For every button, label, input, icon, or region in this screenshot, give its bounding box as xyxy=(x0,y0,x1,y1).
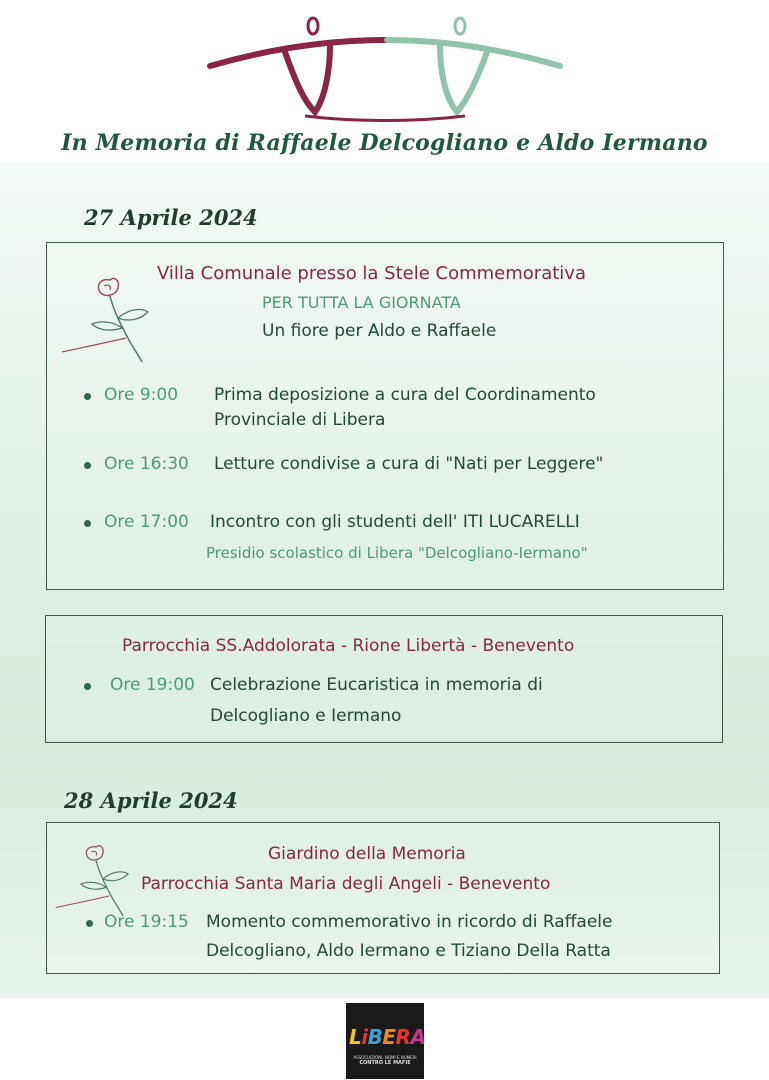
libera-logo-sub2: CONTRO LE MAFIE xyxy=(359,1060,411,1066)
event-desc-cont: Presidio scolastico di Libera "Delcogliano-Iermano" xyxy=(206,544,588,562)
location-parrocchia-angeli: Parrocchia Santa Maria degli Angeli - Benevento xyxy=(141,874,551,894)
event-desc: Letture condivise a cura di "Nati per Leggere" xyxy=(214,454,604,474)
date-heading-1: 27 Aprile 2024 xyxy=(84,205,258,230)
event-time: Ore 9:00 xyxy=(104,385,179,405)
event-desc: Incontro con gli studenti dell' ITI LUCARELLI xyxy=(210,512,580,532)
event-desc-cont: Delcogliano, Aldo Iermano e Tiziano Della Ratta xyxy=(206,941,611,961)
event-desc: Momento commemorativo in ricordo di Raffaele xyxy=(206,912,613,932)
memorial-logo-icon xyxy=(205,10,565,130)
event-desc-cont: Delcogliano e Iermano xyxy=(210,706,402,726)
bullet-dot xyxy=(86,920,93,927)
event-time: Ore 19:00 xyxy=(110,675,195,695)
event-desc-cont: Provinciale di Libera xyxy=(214,410,386,430)
bullet-dot xyxy=(84,393,91,400)
event-time: Ore 19:15 xyxy=(104,912,189,932)
tagline: Un fiore per Aldo e Raffaele xyxy=(262,321,497,341)
event-desc: Celebrazione Eucaristica in memoria di xyxy=(210,675,543,695)
rose-icon xyxy=(60,272,155,364)
bullet-dot xyxy=(84,520,91,527)
bullet-dot xyxy=(84,462,91,469)
event-time: Ore 17:00 xyxy=(104,512,189,532)
libera-logo-sub1: ASSOCIAZIONI, NOMI E NUMERI xyxy=(353,1055,417,1060)
rose-icon xyxy=(54,840,134,918)
libera-logo xyxy=(346,1003,424,1079)
all-day-subtitle: PER TUTTA LA GIORNATA xyxy=(262,293,461,312)
libera-logo-word: LiBERA xyxy=(349,1025,426,1049)
location-giardino: Giardino della Memoria xyxy=(268,844,466,864)
event-time: Ore 16:30 xyxy=(104,454,189,474)
location-villa: Villa Comunale presso la Stele Commemorativa xyxy=(157,263,586,284)
bullet-dot xyxy=(84,683,91,690)
location-parrocchia: Parrocchia SS.Addolorata - Rione Libertà - Benevento xyxy=(122,636,575,656)
date-heading-2: 28 Aprile 2024 xyxy=(64,788,238,813)
event-desc: Prima deposizione a cura del Coordinamento xyxy=(214,385,596,405)
page-title: In Memoria di Raffaele Delcogliano e Aldo Iermano xyxy=(61,130,708,156)
